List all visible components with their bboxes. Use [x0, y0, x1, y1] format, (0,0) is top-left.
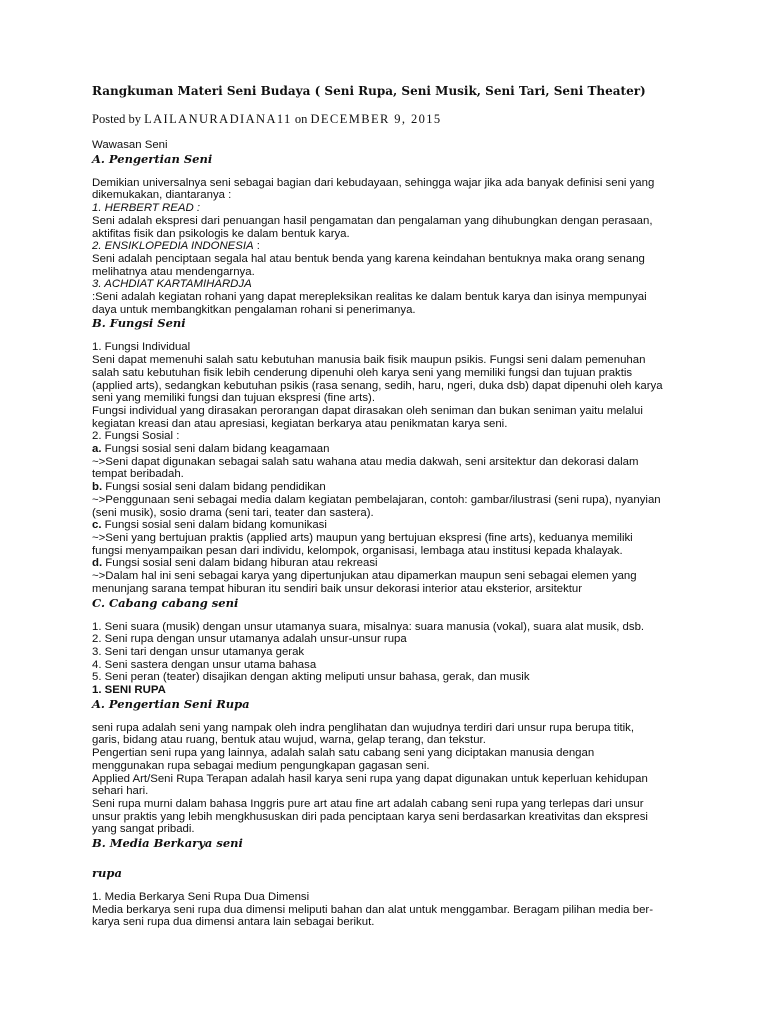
fungsi-d-line-1: ~>Dalam hal ini seni sebagai karya yang dipertunjukan atau dipamerkan maupun seni sebagai elemen yang	[92, 570, 637, 583]
seni-rupa-line-7: Seni rupa murni dalam bahasa Inggris pure art atau fine art adalah cabang seni rupa yang terlepas dari unsur	[92, 797, 644, 810]
seni-rupa-line-6: sehari hari.	[92, 785, 149, 798]
document-title: Rangkuman Materi Seni Budaya ( Seni Rupa, Seni Musik, Seni Tari, Seni Theater)	[92, 84, 646, 98]
fungsi-b-line-2: (seni musik), sosio drama (seni tari, teater dan sastera).	[92, 506, 374, 519]
heading-media-berkarya: B. Media Berkarya seni	[92, 836, 243, 851]
fungsi-a-title	[92, 443, 692, 456]
fungsi-individual-line-4: seni yang memiliki fungsi dan tujuan ekspresi (fine arts).	[92, 392, 375, 405]
seni-rupa-line-8: unsur praktis yang lebih mengkhususkan diri pada penciptaan karya seni berdasarkan kreativitas dan ekspresi	[92, 810, 648, 823]
ensiklopedia-label: 2. ENSIKLOPEDIA INDONESIA	[92, 240, 254, 253]
fungsi-c-line-1: ~>Seni yang bertujuan praktis (applied arts) maupun yang bertujuan ekspresi (fine arts), keduanya memiliki	[92, 531, 633, 544]
intro-line-1: Demikian universalnya seni sebagai bagian dari kebudayaan, sehingga wajar jika ada banyak definisi seni yang	[92, 176, 655, 189]
fungsi-d-text: Fungsi sosial seni dalam bidang hiburan atau rekreasi	[102, 557, 378, 570]
wawasan-label: Wawasan Seni	[92, 139, 168, 151]
fungsi-b-letter: b.	[92, 481, 103, 494]
intro-line-2: dikemukakan, diantaranya :	[92, 189, 232, 202]
cabang-item-2: 2. Seni rupa dengan unsur utamanya adalah unsur-unsur rupa	[92, 633, 407, 646]
media-label: 1. Media Berkarya Seni Rupa Dua Dimensi	[92, 891, 310, 904]
cabang-item-4: 4. Seni sastera dengan unsur utama bahasa	[92, 658, 317, 671]
heading-media-berkarya-cont: rupa	[92, 866, 122, 881]
fungsi-b-title	[92, 481, 692, 494]
seni-rupa-heading: 1. SENI RUPA	[92, 684, 166, 697]
posted-on: on	[294, 112, 308, 126]
heading-cabang-seni: C. Cabang cabang seni	[92, 595, 239, 610]
posted-prefix: Posted by	[92, 112, 141, 126]
herbert-line-2: aktifitas fisik dan psikologis ke dalam bentuk karya.	[92, 227, 350, 240]
posted-by-line	[92, 112, 692, 127]
seni-rupa-line-1: seni rupa adalah seni yang nampak oleh indra penglihatan dan wujudnya terdiri dari unsur rupa berupa titik,	[92, 721, 635, 734]
fungsi-individual-line-6: kegiatan kreasi dan atau apresiasi, kegiatan berkarya atau penikmatan karya seni.	[92, 417, 508, 430]
fungsi-c-title	[92, 519, 692, 532]
fungsi-c-letter: c.	[92, 519, 102, 532]
ensiklopedia-line-2: melihatnya atau mendengarnya.	[92, 265, 255, 278]
ensiklopedia-line-1: Seni adalah penciptaan segala hal atau bentuk benda yang karena keindahan bentuknya maka orang senang	[92, 252, 645, 265]
fungsi-b-text: Fungsi sosial seni dalam bidang pendidikan	[102, 481, 326, 494]
fungsi-a-letter: a.	[92, 443, 102, 456]
document-page	[92, 84, 692, 929]
herbert-line-1: Seni adalah ekspresi dari penuangan hasil pengamatan dan pengalaman yang dihubungkan dengan perasaan,	[92, 214, 653, 227]
fungsi-individual-line-1: Seni dapat memenuhi salah satu kebutuhan manusia baik fisik maupun psikis. Fungsi seni dalam pemenuhan	[92, 354, 646, 367]
cabang-item-1: 1. Seni suara (musik) dengan unsur utamanya suara, misalnya: suara manusia (vokal), suara alat musik, dsb.	[92, 620, 645, 633]
fungsi-d-line-2: menunjang sarana tempat hiburan itu sendiri baik unsur dekorasi interior atau eksterior, arsitektur	[92, 582, 583, 595]
fungsi-a-line-1: ~>Seni dapat digunakan sebagai salah satu wahana atau media dakwah, seni arsitektur dan dekorasi dalam	[92, 455, 639, 468]
fungsi-individual-line-3: (applied arts), sedangkan kebutuhan psikis (rasa senang, sedih, haru, ngeri, duka dsb) dapat dipenuhi oleh karya	[92, 379, 663, 392]
media-line-2: karya seni rupa dua dimensi antara lain sebagai berikut.	[92, 916, 375, 929]
fungsi-a-line-2: tempat beribadah.	[92, 468, 184, 481]
fungsi-d-title	[92, 557, 692, 570]
fungsi-individual-label: 1. Fungsi Individual	[92, 341, 191, 354]
seni-rupa-line-9: yang sangat pribadi.	[92, 823, 195, 836]
heading-pengertian-seni-rupa: A. Pengertian Seni Rupa	[92, 696, 250, 711]
seni-rupa-line-2: garis, bidang atau ruang, bentuk atau wujud, warna, gelap terang, dan tekstur.	[92, 734, 486, 747]
cabang-item-3: 3. Seni tari dengan unsur utamanya gerak	[92, 645, 305, 658]
ensiklopedia-label-line	[92, 240, 692, 253]
post-date: DECEMBER 9, 2015	[310, 112, 442, 126]
fungsi-a-text: Fungsi sosial seni dalam bidang keagamaan	[101, 443, 330, 456]
heading-fungsi-seni: B. Fungsi Seni	[92, 316, 186, 331]
achdiat-line-2: daya untuk membangkitkan pengalaman rohani si penerimanya.	[92, 303, 416, 316]
author-link[interactable]: LAILANURADIANA11	[144, 112, 292, 126]
media-line-1: Media berkarya seni rupa dua dimensi meliputi bahan dan alat untuk menggambar. Beragam pilihan media ber-	[92, 903, 653, 916]
fungsi-individual-line-5: Fungsi individual yang dirasakan perorangan dapat dirasakan oleh seniman dan bukan seniman yaitu melalui	[92, 404, 643, 417]
achdiat-label: 3. ACHDIAT KARTAMIHARDJA	[92, 278, 252, 291]
seni-rupa-line-3: Pengertian seni rupa yang lainnya, adalah salah satu cabang seni yang diciptakan manusia dengan	[92, 747, 595, 760]
cabang-item-5: 5. Seni peran (teater) disajikan dengan akting meliputi unsur bahasa, gerak, dan musik	[92, 671, 530, 684]
herbert-read-label: 1. HERBERT READ :	[92, 202, 201, 215]
fungsi-d-letter: d.	[92, 557, 103, 570]
fungsi-c-text: Fungsi sosial seni dalam bidang komunikasi	[101, 519, 327, 532]
seni-rupa-line-5: Applied Art/Seni Rupa Terapan adalah hasil karya seni rupa yang dapat digunakan untuk keperluan kehidupan	[92, 772, 648, 785]
fungsi-individual-line-2: salah satu kebutuhan fisik lebih cenderung dipenuhi oleh karya seni yang memiliki fungsi dan tujuan praktis	[92, 366, 633, 379]
achdiat-line-1: :Seni adalah kegiatan rohani yang dapat merepleksikan realitas ke dalam bentuk karya dan isinya mempunyai	[92, 291, 647, 304]
fungsi-sosial-label: 2. Fungsi Sosial :	[92, 430, 180, 443]
ensiklopedia-colon: :	[253, 240, 260, 253]
heading-pengertian-seni: A. Pengertian Seni	[92, 151, 213, 166]
fungsi-c-line-2: fungsi menyampaikan pesan dari individu, kelompok, organisasi, lembaga atau institusi kepada khalayak.	[92, 544, 623, 557]
seni-rupa-line-4: menggunakan rupa sebagai medium pengungkapan gagasan seni.	[92, 759, 430, 772]
fungsi-b-line-1: ~>Penggunaan seni sebagai media dalam kegiatan pembelajaran, contoh: gambar/ilustrasi (seni rupa), nyanyian	[92, 493, 661, 506]
